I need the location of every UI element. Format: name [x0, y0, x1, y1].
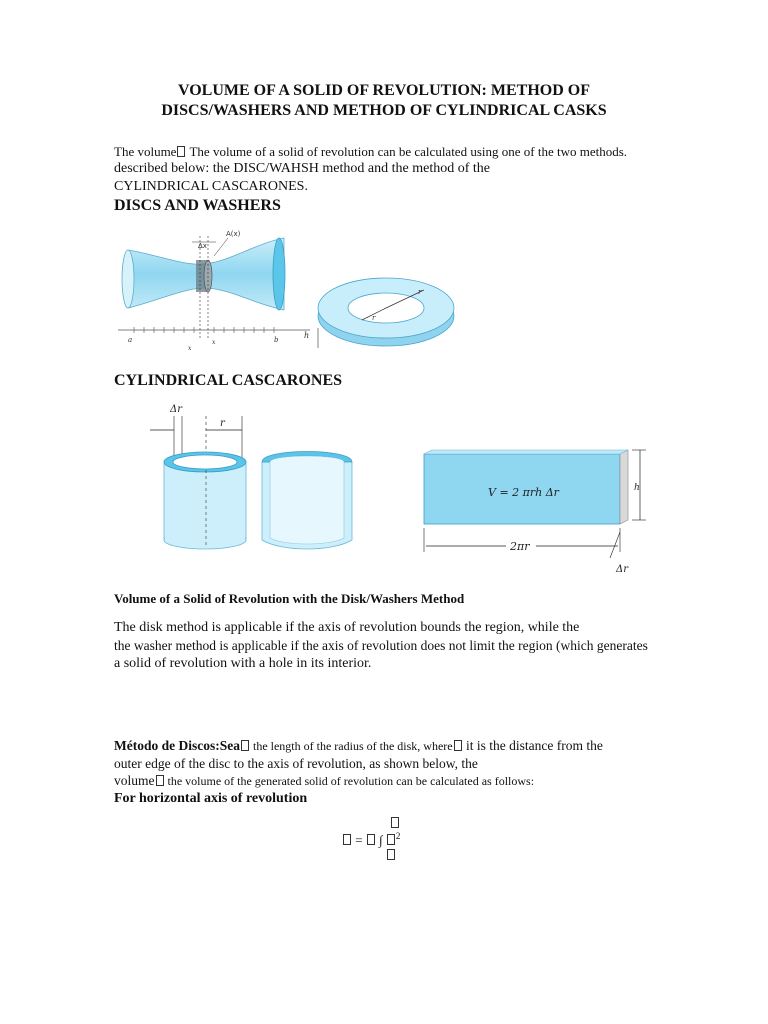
- metodo-line1: Método de Discos:Sea the length of the radius of the disk, where it is the distance from the: [114, 738, 603, 753]
- missing-glyph-icon: [241, 740, 249, 751]
- intro-line2: described below: the DISC/WAHSH method and the method of the: [114, 161, 490, 176]
- section-heading-discs: DISCS AND WASHERS: [114, 197, 281, 214]
- dr-top-label: Δr: [170, 404, 183, 415]
- doc-title-line2: DISCS/WASHERS AND METHOD OF CYLINDRICAL CASKS: [161, 102, 607, 119]
- h-label: h: [304, 331, 310, 340]
- missing-glyph-icon: [454, 740, 462, 751]
- missing-glyph-icon: [387, 834, 395, 845]
- r2-label: r: [418, 288, 422, 296]
- disk-para-line2: the washer method is applicable if the axis of revolution does not limit the region (which generates: [114, 638, 648, 653]
- dx-label: Δx: [198, 242, 207, 250]
- b-label: b: [274, 336, 279, 344]
- solid-right-face: [273, 238, 285, 310]
- r1-label: r: [372, 314, 376, 322]
- missing-glyph-icon: [387, 849, 395, 860]
- washer-figure: [300, 262, 460, 362]
- slab-top: [424, 450, 628, 454]
- disk-para-line3: a solid of revolution with a hole in its interior.: [114, 656, 372, 671]
- ax-pointer: [214, 238, 228, 256]
- h-right-label: h: [634, 483, 640, 493]
- metodo-line2: outer edge of the disc to the axis of revolution, as shown below, the: [114, 756, 478, 771]
- intro-line1: The volume The volume of a solid of revolution can be calculated using one of the two methods.: [114, 144, 628, 159]
- integral-lower-limit: [386, 847, 396, 863]
- metodo-line3: volume the volume of the generated solid of revolution can be calculated as follows:: [114, 773, 535, 788]
- slab-side: [620, 450, 628, 524]
- volume-formula-label: V = 2 πrh Δr: [488, 486, 559, 499]
- xi-minus-1-label: x: [188, 345, 192, 352]
- cylindrical-shell-figure: [150, 398, 650, 576]
- solid-left-face: [122, 250, 134, 308]
- disc-slice-figure: [114, 222, 314, 358]
- missing-glyph-icon: [177, 146, 185, 157]
- missing-glyph-icon: [343, 834, 351, 845]
- doc-title-line1: VOLUME OF A SOLID OF REVOLUTION: METHOD OF: [178, 82, 590, 99]
- horizontal-axis-heading: For horizontal axis of revolution: [114, 791, 308, 806]
- ax-label: A(x): [226, 230, 241, 238]
- intro-line3: CYLINDRICAL CASCARONES.: [114, 179, 308, 194]
- dr-bottom-label: Δr: [616, 564, 629, 575]
- xi-label: x: [212, 339, 216, 346]
- missing-glyph-icon: [367, 834, 375, 845]
- shell-top-hole: [173, 455, 237, 469]
- a-label: a: [128, 336, 133, 344]
- two-pi-r-label: 2πr: [510, 540, 530, 553]
- section-heading-cylindrical: CYLINDRICAL CASCARONES: [114, 372, 343, 389]
- r-top-label: r: [220, 418, 225, 429]
- missing-glyph-icon: [156, 775, 164, 786]
- integral-upper-limit: [390, 815, 400, 831]
- volume-formula: = ∫ $^2$: [342, 831, 400, 848]
- open-shell-inner: [270, 456, 344, 544]
- missing-glyph-icon: [391, 817, 399, 828]
- disk-para-line1: The disk method is applicable if the axis of revolution bounds the region, while the: [114, 620, 580, 635]
- shell-body-fill: [165, 462, 245, 540]
- dr-bottom-pointer: [610, 532, 620, 558]
- disk-method-heading: Volume of a Solid of Revolution with the Disk/Washers Method: [114, 591, 465, 606]
